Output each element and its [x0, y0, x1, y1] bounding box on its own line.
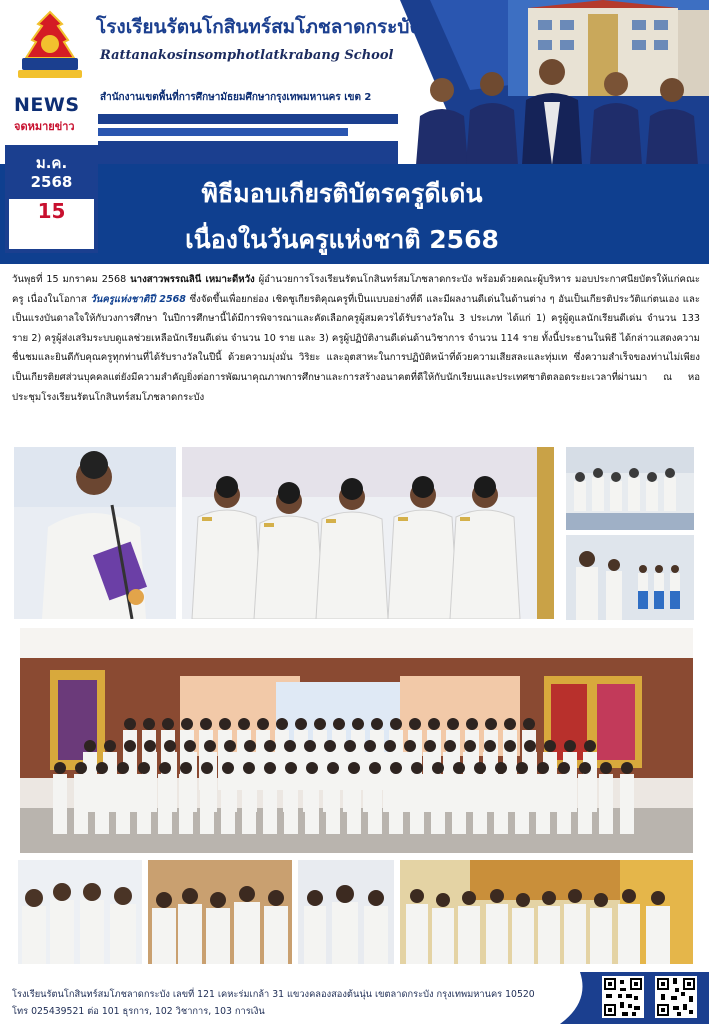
article-body — [12, 270, 700, 407]
news-label-thai: จดหมายข่าว — [14, 120, 75, 133]
date-month: ม.ค. — [35, 154, 68, 172]
audience-photo — [566, 447, 694, 530]
headline-banner — [0, 164, 709, 264]
date-day: 15 — [9, 199, 94, 249]
executives-group-photo — [404, 58, 709, 165]
qr-code-icon[interactable] — [655, 976, 697, 1018]
headline-line-1: พิธีมอบเกียรติบัตรครูดีเด่น — [201, 179, 483, 208]
headline-line-2: เนื่องในวันครูแห่งชาติ 2568 — [185, 225, 499, 254]
qr-code-icon[interactable] — [602, 976, 644, 1018]
teachers-photo-4 — [400, 860, 693, 964]
school-name-english: Rattanakosinsomphotlatkrabang School — [100, 48, 394, 63]
date-year: 2568 — [30, 173, 73, 191]
teachers-photo-3 — [298, 860, 394, 964]
director-name: นางสาวพรรณลินี เหมาะดีหวัง — [130, 274, 255, 285]
teachers-photo-2 — [148, 860, 292, 964]
article-text: ซึ่งจัดขึ้นเพื่อยกย่อง เชิดชูเกียรติคุณครูที่เป็นแบบอย่างที่ดี และมีผลงานดีเด่นในด้านต่าง ๆ อันเป็นเกียรติประวัติแก่ตนเอง และเป็นแรงบันดาลใจให้กับวงการศึกษา ในปีการศึกษานี้ได้มีการพิจารณาและคัดเลือกครูผู้สมควรได้รับรางวัลใน 3 ประเภท ได้แก่ 1) ครูผู้ดูแลนักเรียนดีเด่น จำนวน 133 ราย 2) ครูผู้ส่งเสริมระบบดูแลช่วยเหลือนักเรียนดีเด่น จำนวน 10 ราย และ 3) ครูผู้ปฏิบัติงานดีเด่นด้านวิชาการ จำนวน 114 ราย ทั้งนี้ประธานในพิธี ได้กล่าวแสดงความชื่นชมและยินดีกับคุณครูทุกท่านที่ได้รับรางวัลในปีนี้ ด้วยความมุ่งมั่น วิริยะ และอุตสาหะในการปฏิบัติหน้าที่ด้วยความเสียสละและทุ่มเท ซึ่งความสำเร็จของท่านไม่เพียงเป็นเกียรติยศส่วนบุคคลแต่ยังมีความสำคัญยิ่งต่อการพัฒนาคุณภาพการศึกษาและการสร้างอนาคตที่ดีให้กับนักเรียนและประเทศชาติตลอดระยะเวลาที่ผ่านมา ณ หอประชุมโรงเรียนรัตนโกสินทร์สมโภชลาดกระบัง — [12, 293, 700, 403]
article-text: วันพุธที่ 15 มกราคม 2568 — [12, 274, 131, 285]
teachers-photo-1 — [18, 860, 142, 964]
hall-group-photo — [20, 628, 693, 853]
news-label: NEWS — [14, 94, 80, 116]
school-phone: โทร 025439521 ต่อ 101 ธุรการ, 102 วิชาการ, 103 การเงิน — [12, 1006, 265, 1017]
school-name-thai: โรงเรียนรัตนโกสินทร์สมโภชลาดกระบัง — [96, 16, 419, 38]
header — [0, 0, 709, 165]
date-badge — [5, 145, 98, 253]
education-office: สำนักงานเขตพื้นที่การศึกษามัธยมศึกษากรุงเทพมหานคร เขต 2 — [100, 92, 372, 103]
certificate-handover-photo — [566, 535, 694, 620]
article-text: ผู้อำนวยการโรงเรียนรัตนโกสินทร์สมโภชลาดกระบัง พร้อมด้วยคณะผู้บริหาร มอบประกาศนียบัตรให้แก่คณะครู เนื่องในโอกาส — [12, 274, 700, 305]
school-emblem-icon — [14, 10, 86, 92]
director-speech-photo — [14, 447, 176, 619]
school-address: โรงเรียนรัตนโกสินทร์สมโภชลาดกระบัง เลขที่ 121 เคหะร่มเกล้า 31 แขวงคลองสองต้นนุ่น เขตลาดกระบัง กรุงเทพมหานคร 10520 — [12, 989, 535, 1000]
awardees-group-photo — [182, 447, 554, 619]
occasion-highlight: วันครูแห่งชาติปี 2568 — [90, 293, 186, 305]
